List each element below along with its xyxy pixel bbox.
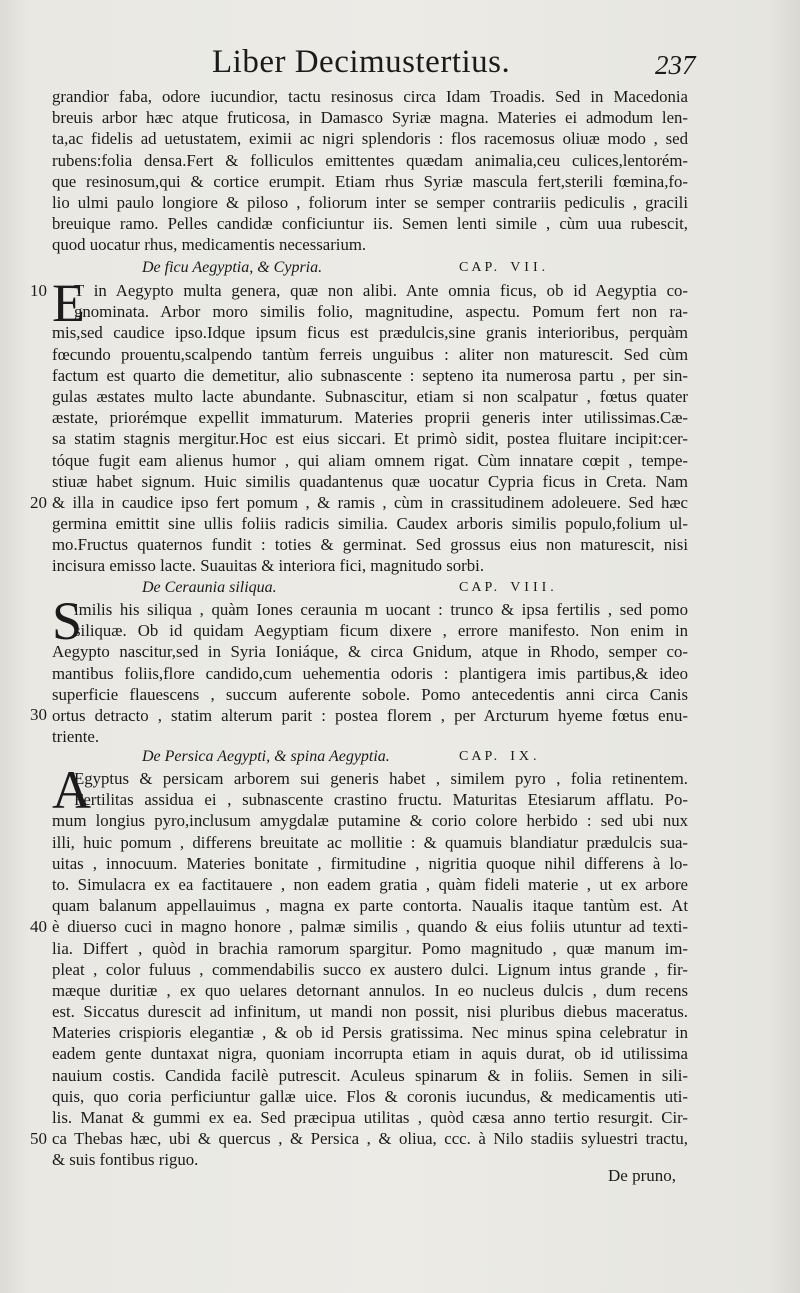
section-heading [52,577,688,599]
text-line: Aegypto nascitur,sed in Syria Ioniáque, & circa Gnidum, atque in Rhodo, semper co- [52,642,688,662]
drop-cap: E [52,273,85,333]
text-line: mæque duritiæ , ex quo uelares detornant annulos. In eo nucleus dulcis , dum recens [52,980,688,1000]
text-block-1 [52,86,688,256]
text-line: & illa in caudice ipso fert pomum , & ramis , cùm in crassitudinem adoleuere. Sed hæc [52,492,688,512]
text-line: breuique ramo. Pelles candidæ conficiuntur iis. Semen lenti simile , cùm uua rubescit, [52,214,688,234]
margin-line-number: 40 [30,917,47,936]
chapter-label: CAP. VII. [459,260,550,275]
text-line: tóque fugit eam alienus humor , qui aliam omnem rigat. Cùm innatare cœpit , tempe- [52,450,688,470]
text-line: est. Siccatus durescit ad infinitum, ut mandi non possit, nisi pluribus diebus maceratus. [52,1002,688,1022]
text-line: mum longius pyro,inclusum amygdalæ putamine & corio colore herbido : sed ubi nux [52,811,688,831]
text-line: Fertilitas assidua ei , subnascente crastino fructu. Maturitas Etesiarum afflatu. Po- [74,790,688,810]
text-line: mo.Fructus quaternos fundit : toties & germinat. Sed grossus eius non maturescit, nisi [52,535,688,555]
margin-line-number: 10 [30,281,47,300]
text-line: fœcundo prouentu,scalpendo tantùm ferreis unguibus : aliter non maturescit. Sed cùm [52,344,688,364]
section-8 [52,577,688,599]
section-subtitle: De Persica Aegypti, & spina Aegyptia. [142,748,390,765]
section-9 [52,746,688,768]
section-subtitle: De Ceraunia siliqua. [142,579,277,596]
section-7 [52,257,688,279]
text-line: & suis fontibus riguo. [52,1150,199,1170]
margin-line-number: 20 [30,493,47,512]
text-line: gnominata. Arbor moro similis folio, magnitudine, aspectu. Pomum fert non ra- [74,302,688,322]
text-line: ta,ac fidelis ad uetustatem, eximii ac nigri splendoris : flos racemosus oliuæ modo , sed [52,129,688,149]
text-line: sa statim stagnis mergitur.Hoc est eius siccari. Et primò sidit, postea fluitare incipit:cer- [52,429,688,449]
section-9-body [52,768,688,1171]
text-line: è diuerso cuci in magno honore , palmæ similis , quando & eius foliis utuntur ad texti- [52,917,688,937]
text-line: germina emittit sine ullis foliis radicis similia. Caudex arboris similis populo,folium ul- [52,514,688,534]
section-heading [52,746,688,768]
text-line: lis. Manat & gummi ex ea. Sed præcipua utilitas , quòd cæsa anno tertio resurgit. Cir- [52,1108,688,1127]
text-line: ca Thebas hæc, ubi & quercus , & Persica , & oliua, ccc. à Nilo stadiis syluestri tractu, [52,1129,688,1149]
text-line: illi, huic pomum , differens breuitate ac mollitie : & quamuis blandiatur prædulcis sua- [52,832,688,852]
text-line: factum est quarto die demetitur, alio subnascente : septeno ita numerosa partu , per sin- [52,365,688,385]
text-line: mantibus foliis,flore candido,cum uehementia odoris : plantigera imis partibus,& ideo [52,663,688,683]
running-title: Liber Decimustertius. [212,44,511,80]
text-line: grandior faba, odore iucundior, tactu resinosus circa Idam Troadis. Sed in Macedonia [52,87,688,106]
section-subtitle: De ficu Aegyptia, & Cypria. [142,259,323,276]
section-8-body [52,599,688,747]
text-line: mis,sed caudice ipso.Idque ipsum ficus est prædulcis,sine granis interioribus, perquàm [52,323,688,343]
text-line: quam balanum appellauimus , magna ex parte contorta. Naualis itaque tantùm est. At [52,896,688,916]
text-line: lia. Differt , quòd in brachia ramorum spargitur. Pomo magnitudo , quæ manum im- [52,938,688,958]
text-line: breuis arbor hæc atque fruticosa, in Damasco Syriæ magna. Materies ei admodum len- [52,108,688,128]
text-line: rubens:folia densa.Fert & folliculos emittentes quædam animalia,ceu culices,lentorém- [52,150,688,170]
text-line: lio ulmi paulo longiore & piloso , foliorum inter se semper contrariis pediculis , gracili [52,192,688,212]
catchword: De pruno, [608,1166,676,1185]
text-line: que resinosum,qui & cortice erumpit. Etiam rhus Syriæ mascula fert,sterili fœmina,fo- [52,171,688,191]
text-line: eadem gente duntaxat nigra, quoniam incorrupta etiam in aquis durat, ob id utilissima [52,1044,688,1064]
text-line: Egyptus & persicam arborem sui generis habet , similem pyro , folia retinentem. [74,769,688,788]
chapter-label: CAP. VIII. [459,580,558,595]
text-line: siliquæ. Ob id quidam Aegyptiam ficum dixere , errore manifesto. Non enim in [74,621,688,641]
text-line: æstate, priorémque expellit immaturum. Materies proprii generis inter utilissimas.Cæ- [52,408,688,428]
text-line: quis, quo coria perficiuntur gallæ uice. Flos & coronis iucundus, & medicamentis uti- [52,1086,688,1106]
text-line: incisura emisso lacte. Suauitas & interiora fici, magnitudo sorbi. [52,556,485,576]
text-line: stiuæ habet signum. Huic similis quadantenus quæ uocatur Cypria ficus in Creta. Nam [52,471,688,491]
text-line: gulas æstates multo lacte abundante. Subnascitur, etiam si non scalpatur , fœtus quater [52,386,688,406]
section-7-body [52,280,688,577]
margin-line-number: 50 [30,1129,47,1148]
page-number: 237 [655,50,696,80]
drop-cap: A [52,760,91,820]
text-line: superficie flauescens , succum auferente sobole. Pomo antecedentis anni circa Canis [52,684,688,704]
section-heading [52,257,688,279]
text-line: nauium costis. Candida facilè putrescit. Aculeus spinarum & in foliis. Semen in sili- [52,1065,688,1085]
text-line: ortus detracto , statim alterum parit : postea florem , per Arcturum hyeme fœtus enu- [52,705,688,725]
text-line: imilis his siliqua , quàm Iones ceraunia m uocant : trunco & ipsa fertilis , sed pomo [74,600,688,619]
text-line: pleat , color fuluus , commendabilis succo ex austero dulci. Lignum intus grande , fir- [52,959,688,979]
text-line: quod uocatur rhus, medicamentis necessarium. [52,235,367,255]
text-line: T in Aegypto multa genera, quæ non alibi. Ante omnia ficus, ob id Aegyptia co- [74,281,688,300]
margin-line-number: 30 [30,705,47,724]
text-line: Materies crispioris elegantiæ , & ob id Persis gratissima. Nec minus spina celebratur in [52,1023,688,1043]
text-line: uitas , innocuum. Materies bonitate , firmitudine , nigritia quoque nihil differens à lo- [52,853,688,873]
page-header [0,44,800,88]
chapter-label: CAP. IX. [459,749,541,764]
text-line: to. Simulacra ex ea factitauere , non eadem gratia , quàm fideli materie , ut ex arbore [52,874,688,894]
drop-cap: S [52,591,83,651]
text-line: triente. [52,727,100,747]
